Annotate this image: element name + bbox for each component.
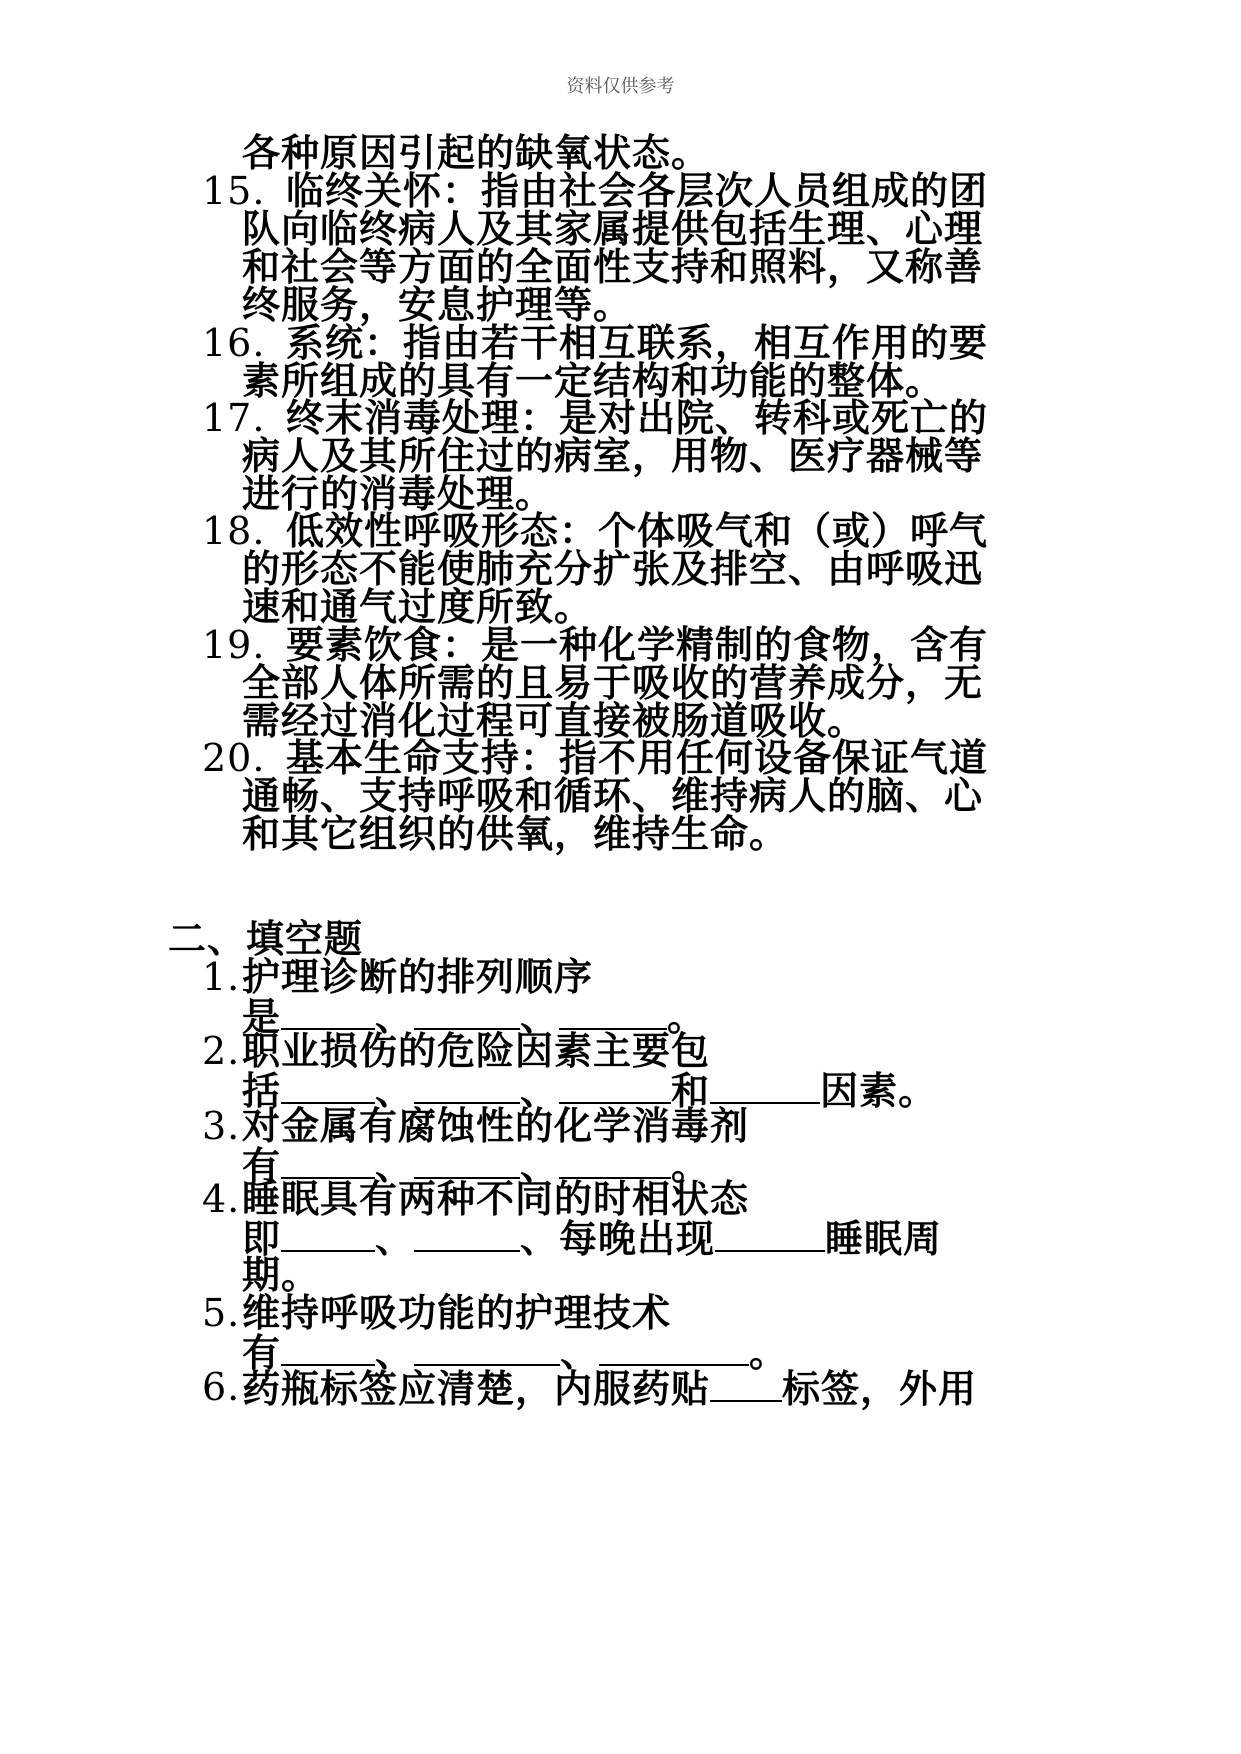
- definition-line: 素所组成的具有一定结构和功能的整体。: [242, 358, 945, 403]
- definition-line: 的形态不能使肺充分扩张及排空、由呼吸迅: [242, 546, 984, 591]
- definition-line: 低效性呼吸形态：个体吸气和（或）呼气: [286, 508, 989, 553]
- section-title: 二、填空题: [168, 916, 364, 961]
- definition-line: 临终关怀：指由社会各层次人员组成的团: [286, 168, 989, 213]
- answer-blank[interactable]: [599, 1330, 749, 1366]
- separator: 、: [375, 1330, 415, 1375]
- question-text: 对金属有腐蚀性的化学消毒剂: [242, 1103, 750, 1148]
- question-text: 括: [242, 1068, 282, 1113]
- question-text: 护理诊断的排列顺序: [242, 954, 594, 999]
- answer-blank[interactable]: [414, 1143, 520, 1179]
- separator: 、: [375, 994, 415, 1039]
- separator: 、: [520, 994, 560, 1039]
- answer-blank[interactable]: [710, 1068, 820, 1104]
- question-text: 期。: [242, 1252, 321, 1297]
- question-text: 职业损伤的危险因素主要包: [242, 1028, 711, 1073]
- definition-line: 通畅、支持呼吸和循环、维持病人的脑、心: [242, 773, 984, 818]
- item-number: 15.: [202, 169, 266, 213]
- separator: 睡眠周: [825, 1216, 943, 1261]
- item-number: 4.: [202, 1177, 241, 1221]
- definition-line: 各种原因引起的缺氧状态。: [242, 130, 711, 175]
- definition-line: 要素饮食：是一种化学精制的食物，含有: [286, 622, 989, 667]
- item-number: 3.: [202, 1104, 241, 1148]
- answer-blank[interactable]: [710, 1366, 782, 1402]
- item-number: 16.: [202, 321, 266, 365]
- separator: 、: [520, 1068, 560, 1113]
- item-number: 1.: [202, 955, 241, 999]
- answer-blank[interactable]: [281, 994, 375, 1030]
- answer-blank[interactable]: [281, 1330, 375, 1366]
- answer-blank[interactable]: [715, 1216, 825, 1252]
- question-text: 药瓶标签应清楚，内服药贴: [242, 1366, 711, 1411]
- item-number: 6.: [202, 1365, 241, 1409]
- answer-blank[interactable]: [414, 1216, 520, 1252]
- separator: 、: [375, 1143, 415, 1188]
- answer-blank[interactable]: [414, 1068, 520, 1104]
- definition-line: 和社会等方面的全面性支持和照料，又称善: [242, 244, 984, 289]
- definition-line: 全部人体所需的且易于吸收的营养成分，无: [242, 660, 984, 705]
- question-answer-line: [242, 1366, 978, 1411]
- definition-line: 基本生命支持：指不用任何设备保证气道: [286, 735, 989, 780]
- definition-line: 病人及其所住过的病室，用物、医疗器械等: [242, 433, 984, 478]
- answer-blank[interactable]: [559, 1143, 671, 1179]
- answer-blank[interactable]: [281, 1143, 375, 1179]
- answer-blank[interactable]: [559, 994, 667, 1030]
- separator: 、: [375, 1068, 415, 1113]
- page-header: 资料仅供参考: [566, 76, 675, 97]
- definition-line: 队向临终病人及其家属提供包括生理、心理: [242, 206, 984, 251]
- definition-line: 终末消毒处理：是对出院、转科或死亡的: [286, 395, 989, 440]
- item-number: 20.: [202, 736, 266, 780]
- item-number: 5.: [202, 1291, 241, 1335]
- definition-line: 速和通气过度所致。: [242, 584, 594, 629]
- answer-blank[interactable]: [414, 1330, 560, 1366]
- definition-line: 系统：指由若干相互联系，相互作用的要: [286, 320, 989, 365]
- separator: 、: [375, 1216, 415, 1261]
- item-number: 17.: [202, 396, 266, 440]
- item-number: 2.: [202, 1029, 241, 1073]
- definition-line: 和其它组织的供氧，维持生命。: [242, 811, 789, 856]
- answer-blank[interactable]: [559, 1068, 671, 1104]
- question-answer-line: [242, 1216, 943, 1261]
- question-text: 维持呼吸功能的护理技术: [242, 1290, 672, 1335]
- separator: 。: [671, 1143, 711, 1188]
- separator: 、每晚出现: [520, 1216, 716, 1261]
- definition-line: 终服务，安息护理等。: [242, 282, 633, 327]
- question-text: 睡眠具有两种不同的时相状态: [242, 1176, 750, 1221]
- definition-line: 进行的消毒处理。: [242, 471, 555, 516]
- item-number: 18.: [202, 509, 266, 553]
- separator: 、: [560, 1330, 600, 1375]
- question-text: 是: [242, 994, 282, 1039]
- question-text: 有: [242, 1143, 282, 1188]
- separator: 和: [671, 1068, 711, 1113]
- definition-line: 需经过消化过程可直接被肠道吸收。: [242, 698, 867, 743]
- separator: 。: [667, 994, 707, 1039]
- question-text: 有: [242, 1330, 282, 1375]
- separator: 、: [520, 1143, 560, 1188]
- item-number: 19.: [202, 623, 266, 667]
- answer-blank[interactable]: [281, 1068, 375, 1104]
- separator: 。: [749, 1330, 789, 1375]
- question-text: 即: [242, 1216, 282, 1261]
- answer-blank[interactable]: [281, 1216, 375, 1252]
- separator: 因素。: [820, 1068, 938, 1113]
- question-text: 标签，外用: [782, 1366, 978, 1411]
- answer-blank[interactable]: [414, 994, 520, 1030]
